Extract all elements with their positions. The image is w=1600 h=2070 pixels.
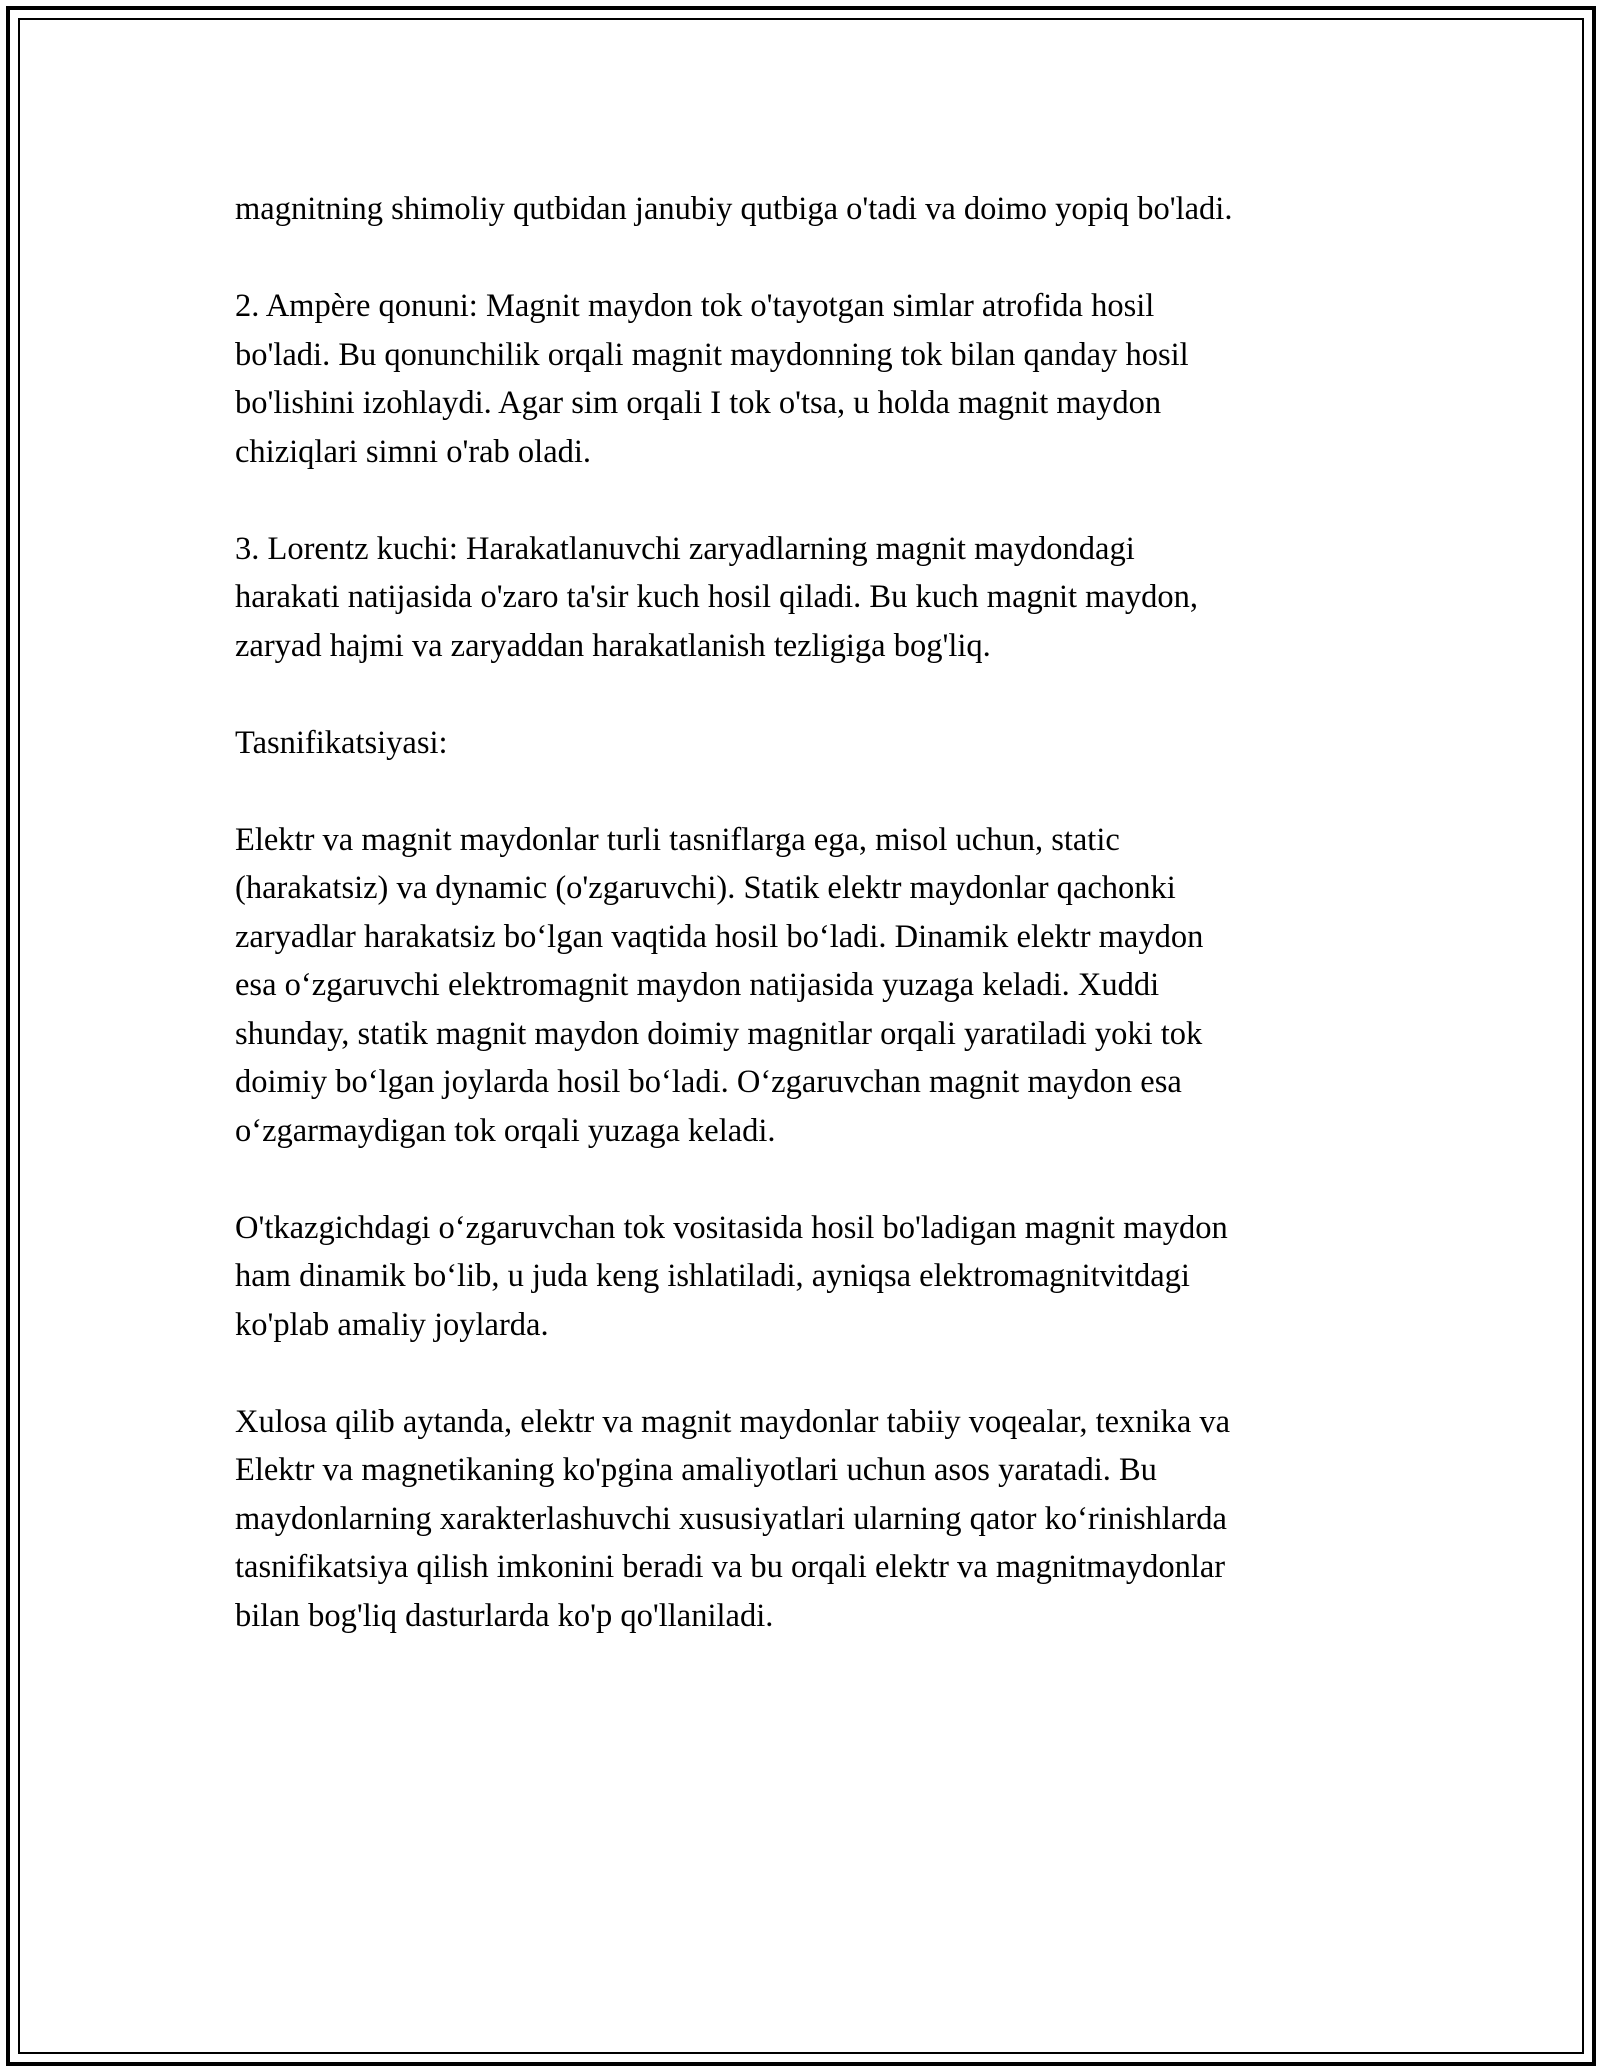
document-body <box>235 185 1375 1640</box>
paragraph-magnet-poles: magnitning shimoliy qutbidan janubiy qutbiga o'tadi va doimo yopiq bo'ladi. <box>235 191 1233 227</box>
paragraph-ampere-law: 2. Ampère qonuni: Magnit maydon tok o'tayotgan simlar atrofida hosil bo'ladi. Bu qonunchilik orqali magnit maydonning tok bilan qanday hosil bo'lishini izohlaydi. Agar sim orqali I tok o'tsa, u holda magnit maydon chiziqlari simni o'rab oladi. <box>235 288 1189 470</box>
paragraph-classification: Elektr va magnit maydonlar turli tasniflarga ega, misol uchun, static (harakatsiz) va dynamic (o'zgaruvchi). Statik elektr maydonlar qachonki zaryadlar harakatsiz boʻlgan vaqtida hosil boʻladi. Dinamik elektr maydon esa oʻzgaruvchi elektromagnit maydon natijasida yuzaga keladi. Xuddi shunday, statik magnit maydon doimiy magnitlar orqali yaratiladi yoki tok doimiy boʻlgan joylarda hosil boʻladi. Oʻzgaruvchan magnit maydon esa oʻzgarmaydigan tok orqali yuzaga keladi. <box>235 821 1204 1149</box>
paragraph-lorentz-force: 3. Lorentz kuchi: Harakatlanuvchi zaryadlarning magnit maydondagi harakati natijasida o'zaro ta'sir kuch hosil qiladi. Bu kuch magnit maydon, zaryad hajmi va zaryaddan harakatlanish tezligiga bog'liq. <box>235 530 1199 664</box>
paragraph-alternating-current: O'tkazgichdagi oʻzgaruvchan tok vositasida hosil bo'ladigan magnit maydon ham dinamik boʻlib, u juda keng ishlatiladi, ayniqsa elektromagnitvitdagi ko'plab amaliy joylarda. <box>235 1209 1228 1343</box>
section-heading-classification: Tasnifikatsiyasi: <box>235 724 448 761</box>
paragraph-conclusion: Xulosa qilib aytanda, elektr va magnit maydonlar tabiiy voqealar, texnika va Elektr va magnetikaning ko'pgina amaliyotlari uchun asos yaratadi. Bu maydonlarning xarakterlashuvchi xususiyatlari ularning qator koʻrinishlarda tasnifikatsiya qilish imkonini beradi va bu orqali elektr va magnitmaydonlar bilan bog'liq dasturlarda ko'p qo'llaniladi. <box>235 1403 1231 1634</box>
